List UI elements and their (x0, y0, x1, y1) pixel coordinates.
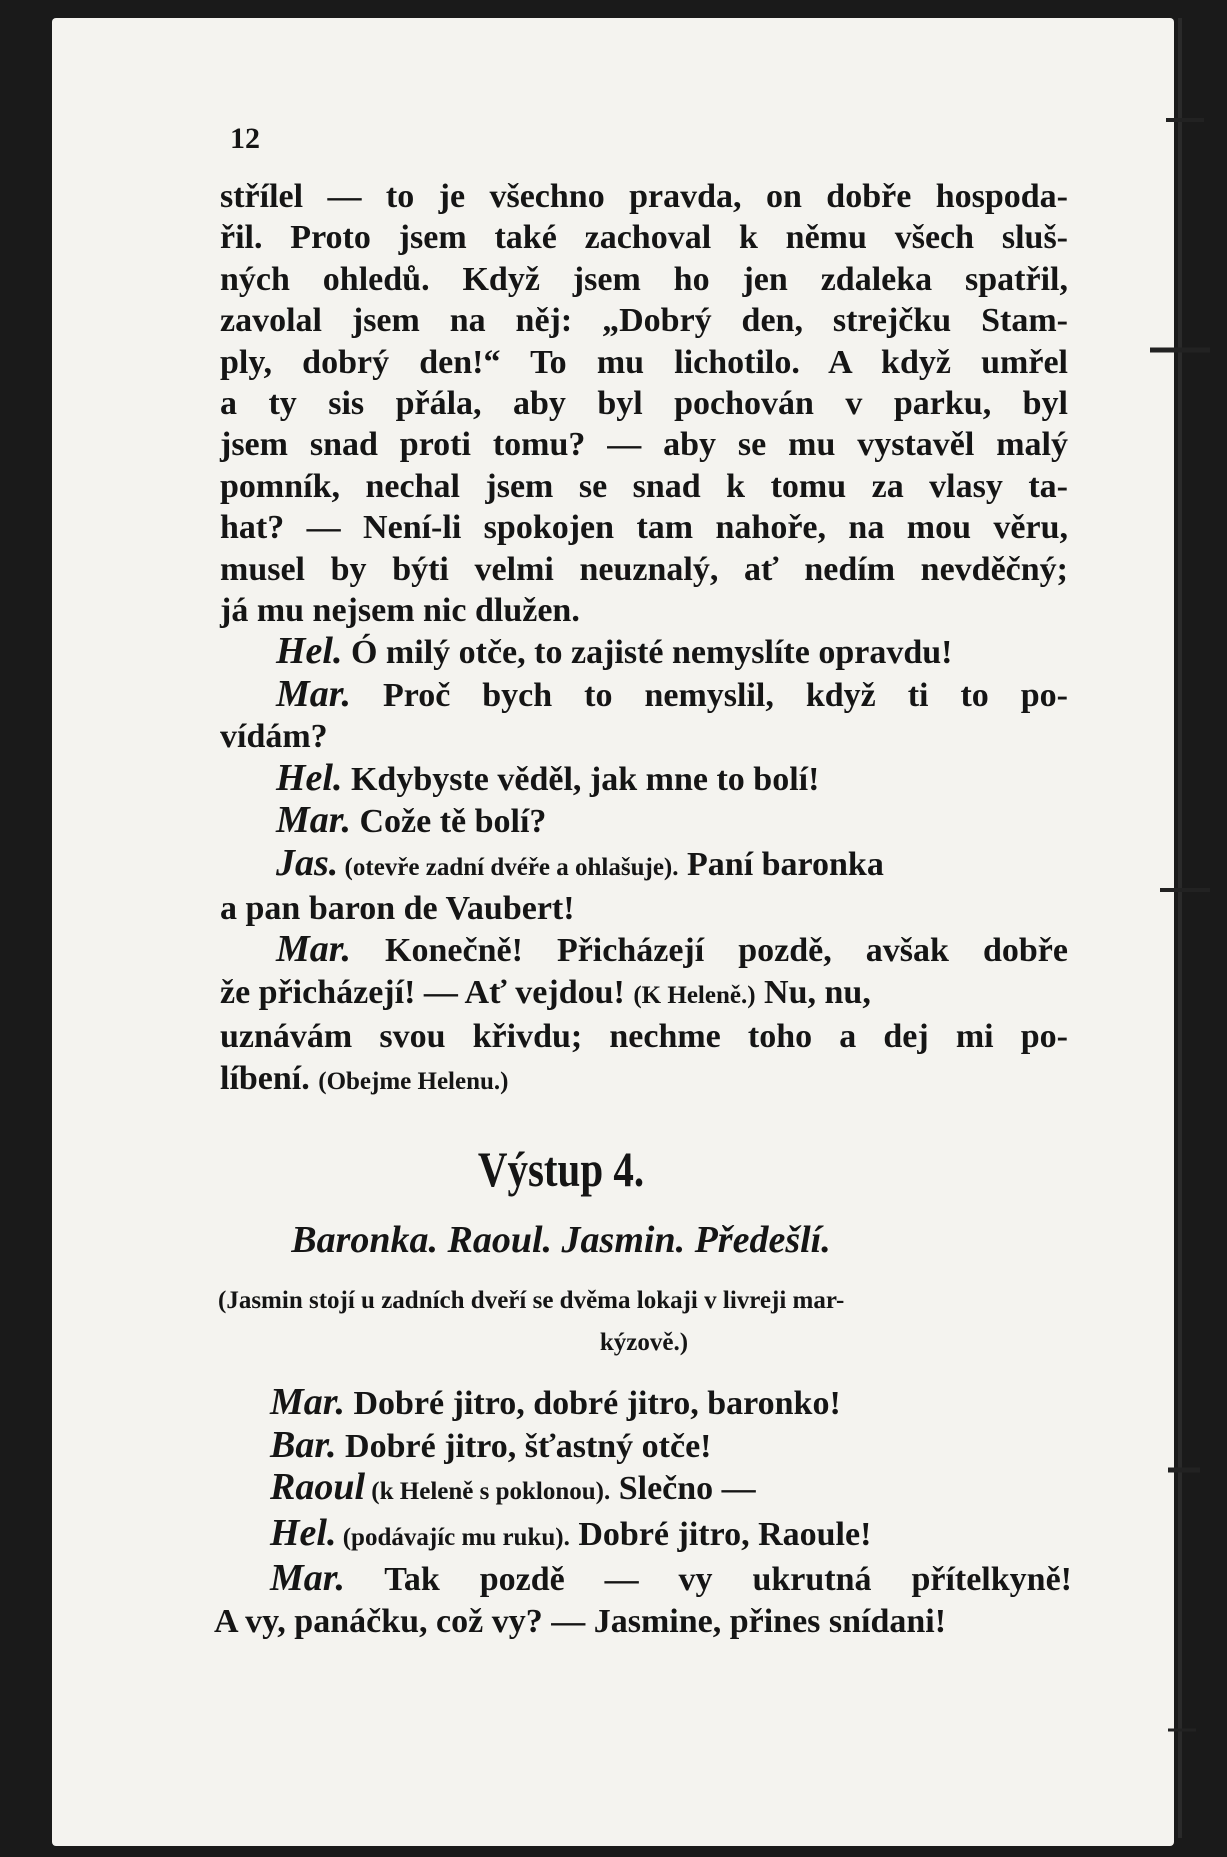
stage-direction: (K Heleně.) (633, 981, 756, 1009)
speech-continuation: vídám? (220, 718, 328, 756)
speaker-name: Mar. (276, 672, 351, 715)
speech-text: Slečno — (610, 1470, 756, 1508)
speech-line (220, 674, 1068, 716)
speech-line (220, 631, 1068, 673)
text-line: střílel — to je všechno pravda, on dobře hospoda- (220, 178, 1068, 215)
text-line: ply, dobrý den!“ To mu lichotilo. A když umřel (220, 343, 1068, 381)
stage-direction: (Obejme Helenu.) (318, 1067, 509, 1095)
stage-direction: (otevře zadní dvéře a ohlašuje). (338, 853, 679, 881)
speech-continuation (220, 1058, 1068, 1102)
speaker-name: Mar. (276, 799, 351, 842)
main-text (220, 176, 1068, 1102)
speech-text: Dobré jitro, Raoule! (569, 1515, 872, 1553)
speech-text: Konečně! Přicházejí pozdě, avšak dobře (350, 932, 1068, 970)
dialogue-block (214, 1382, 1072, 1643)
text-line: a ty sis přála, aby byl pochován v parku, byl (220, 385, 1068, 423)
speech-text: líbení. (220, 1059, 319, 1097)
speech-text: Cože tě bolí? (350, 803, 547, 841)
speech-line (220, 843, 1068, 888)
scene-cast: Baronka. Raoul. Jasmin. Předešlí. (291, 1219, 831, 1261)
speaker-name: Hel. (276, 630, 343, 673)
text-line: hat? — Není-li spokojen tam nahoře, na mou věru, (220, 509, 1068, 547)
speech-line (220, 929, 1068, 971)
speech-text: Dobré jitro, šťastný otče! (336, 1427, 712, 1465)
speech-text: že přicházejí! — Ať vejdou! (220, 973, 634, 1011)
speech-text: Proč bych to nemyslil, když ti to po- (350, 676, 1068, 714)
speech-continuation (220, 972, 1068, 1016)
scene-title: Výstup 4. (477, 1141, 645, 1197)
stage-direction: (Jasmin stojí u zadních dveří se dvěma lokaji v livreji mar- (218, 1287, 845, 1314)
stage-direction: kýzově.) (599, 1329, 689, 1356)
text-line: ných ohledů. Když jsem ho jen zdaleka spatřil, (220, 260, 1068, 298)
speaker-name: Jas. (276, 841, 339, 884)
text-line: pomník, nechal jsem se snad k tomu za vlasy ta- (220, 467, 1068, 505)
speaker-name: Raoul (270, 1466, 366, 1509)
speaker-name: Mar. (270, 1381, 345, 1423)
speech-line (220, 800, 1068, 842)
speech-text: Paní baronka (678, 845, 884, 883)
text-line: řil. Proto jsem také zachoval k němu všech sluš- (220, 219, 1068, 257)
speech-text: Ó milý otče, to zajisté nemyslíte opravdu! (342, 634, 953, 672)
speech-continuation: a pan baron de Vaubert! (220, 889, 575, 927)
text-line: musel by býti velmi neuznalý, ať nedím nevděčný; (220, 550, 1068, 588)
speaker-name: Hel. (270, 1511, 337, 1554)
speech-text: Dobré jitro, dobré jitro, baronko! (344, 1385, 841, 1422)
text-line: jsem snad proti tomu? — aby se mu vystavěl malý (220, 426, 1068, 464)
speaker-name: Mar. (276, 928, 351, 971)
speaker-name: Mar. (270, 1557, 345, 1600)
speech-continuation: uznávám svou křivdu; nechme toho a dej mi po- (220, 1018, 1068, 1056)
page-number: 12 (230, 122, 260, 155)
speech-line (214, 1513, 1072, 1559)
speaker-name: Bar. (270, 1423, 337, 1466)
speech-text: Kdybyste věděl, jak mne to bolí! (342, 760, 820, 798)
speaker-name: Hel. (276, 756, 343, 799)
speech-line (214, 1467, 1072, 1513)
speech-continuation: A vy, panáčku, což vy? — Jasmine, přines snídani! (214, 1602, 947, 1640)
stage-direction: (podávajíc mu ruku). (336, 1523, 570, 1551)
text-line: zavolal jsem na něj: „Dobrý den, strejčku Stam- (220, 302, 1068, 340)
scene-stage-direction (218, 1280, 1070, 1364)
speech-line (220, 758, 1068, 800)
stage-direction: (k Heleně s poklonou). (365, 1478, 611, 1506)
speech-line (214, 1558, 1072, 1601)
speech-line (214, 1382, 1072, 1425)
speech-line (214, 1425, 1072, 1468)
speech-text: Nu, nu, (764, 973, 871, 1011)
text-line: já mu nejsem nic dlužen. (220, 592, 580, 630)
speech-text: Tak pozdě — vy ukrutná přítelkyně! (344, 1561, 1072, 1599)
